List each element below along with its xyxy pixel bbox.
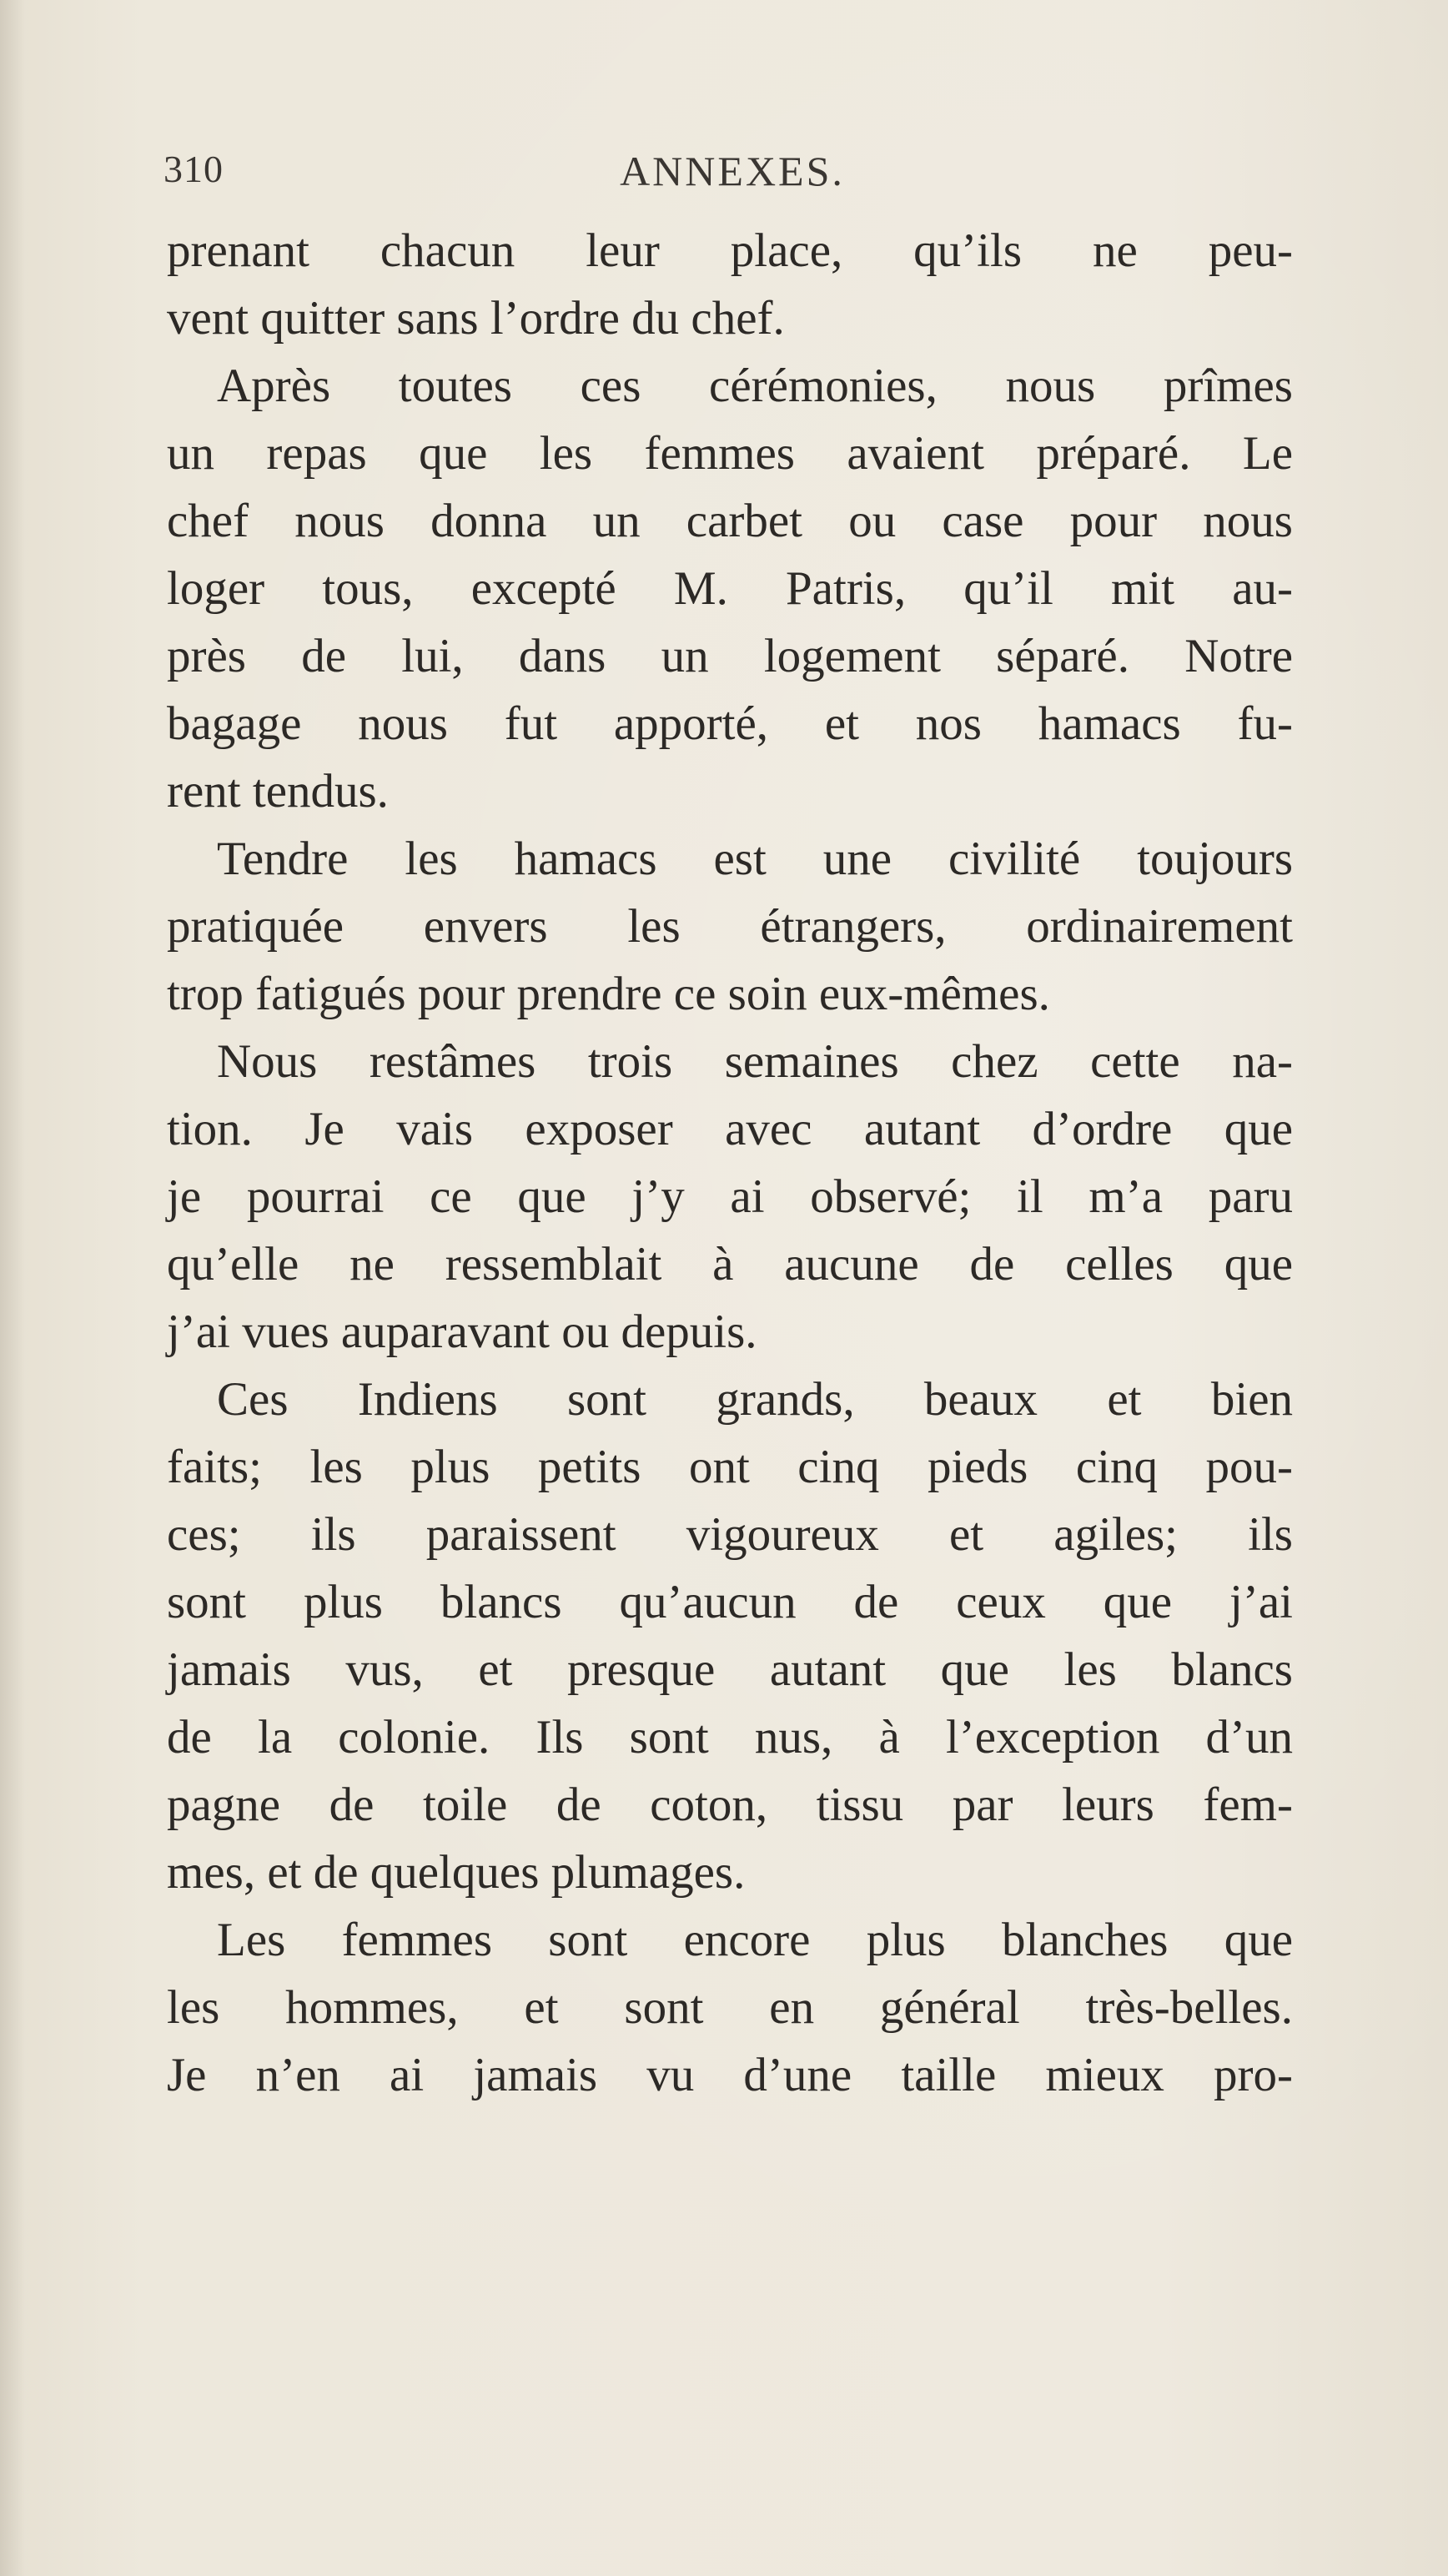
text-line: tion. Je vais exposer avec autant d’ordre que (167, 1103, 1293, 1155)
text-line: rent tendus. (167, 765, 389, 818)
text-line: loger tous, excepté M. Patris, qu’il mit au- (167, 562, 1293, 615)
text-line: faits; les plus petits ont cinq pieds cinq pou- (167, 1441, 1293, 1493)
page-header (163, 147, 1301, 197)
text-line: Après toutes ces cérémonies, nous prîmes (217, 360, 1293, 412)
text-line: pratiquée envers les étrangers, ordinairement (167, 900, 1293, 953)
text-line: pagne de toile de coton, tissu par leurs fem- (167, 1779, 1293, 1831)
text-line: bagage nous fut apporté, et nos hamacs fu- (167, 697, 1293, 750)
text-line: près de lui, dans un logement séparé. Notre (167, 630, 1293, 682)
text-line: Ces Indiens sont grands, beaux et bien (217, 1373, 1293, 1426)
text-line: jamais vus, et presque autant que les blancs (167, 1643, 1293, 1696)
text-line: Je n’en ai jamais vu d’une taille mieux pro- (167, 2049, 1293, 2101)
text-line: trop fatigués pour prendre ce soin eux-mêmes. (167, 968, 1050, 1020)
text-line: Tendre les hamacs est une civilité toujours (217, 833, 1293, 885)
text-line: vent quitter sans l’ordre du chef. (167, 292, 785, 345)
text-line: chef nous donna un carbet ou case pour nous (167, 495, 1293, 547)
text-line: Nous restâmes trois semaines chez cette na- (217, 1035, 1293, 1088)
text-line: de la colonie. Ils sont nus, à l’exception d’un (167, 1711, 1293, 1763)
body-text (167, 217, 1293, 2109)
text-line: je pourrai ce que j’y ai observé; il m’a paru (167, 1170, 1293, 1223)
text-line: Les femmes sont encore plus blanches que (217, 1914, 1293, 1966)
text-line: un repas que les femmes avaient préparé. Le (167, 427, 1293, 480)
text-line: prenant chacun leur place, qu’ils ne peu- (167, 224, 1293, 277)
text-line: mes, et de quelques plumages. (167, 1846, 746, 1899)
text-line: les hommes, et sont en général très-belles. (167, 1981, 1293, 2034)
text-line: qu’elle ne ressemblait à aucune de celles que (167, 1238, 1293, 1291)
running-head: ANNEXES. (620, 148, 845, 194)
text-line: sont plus blancs qu’aucun de ceux que j’ai (167, 1576, 1293, 1628)
page-number: 310 (163, 148, 224, 190)
text-line: j’ai vues auparavant ou depuis. (167, 1306, 757, 1358)
gutter-shadow (0, 0, 25, 2576)
text-line: ces; ils paraissent vigoureux et agiles; ils (167, 1508, 1293, 1561)
